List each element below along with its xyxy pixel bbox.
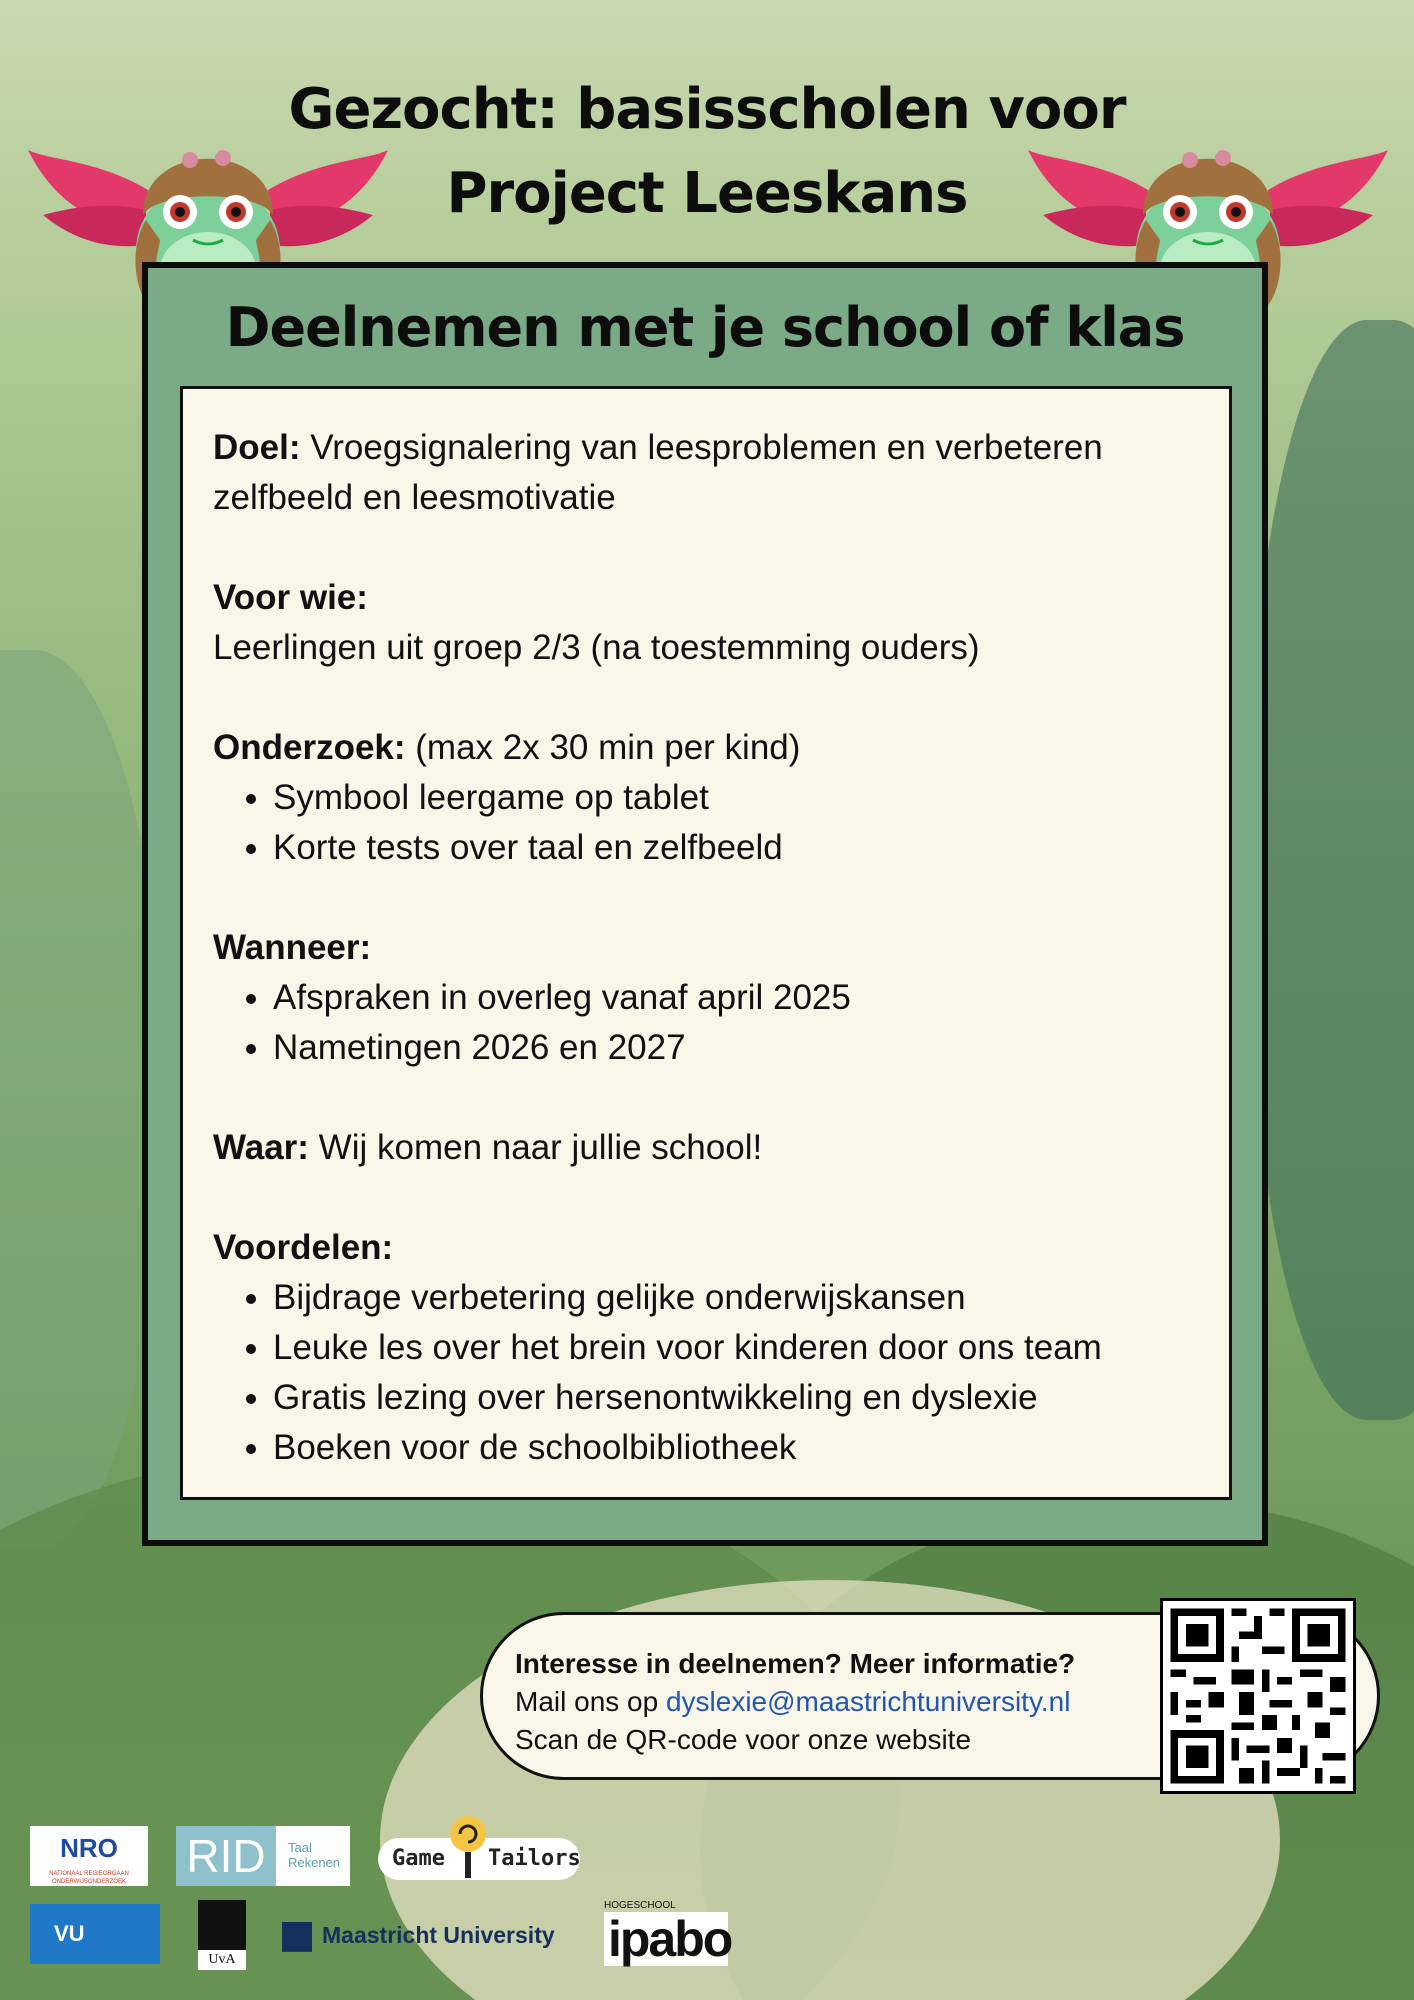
- rid-logo: [176, 1826, 350, 1886]
- title-line-2: Project Leeskans: [446, 161, 968, 226]
- ipabo-text: ipabo: [604, 1912, 728, 1966]
- onderzoek-label: Onderzoek:: [213, 728, 406, 767]
- vu-logo: VU: [30, 1904, 160, 1964]
- title-line-1: Gezocht: basisscholen voor: [288, 77, 1126, 142]
- background-hill: [0, 650, 160, 1550]
- nro-logo: [30, 1826, 148, 1886]
- wanneer-label: Wanneer:: [213, 928, 372, 967]
- uva-crest-icon: [198, 1900, 246, 1950]
- email-link[interactable]: dyslexie@maastrichtuniversity.nl: [665, 1686, 1071, 1717]
- scan-text: Scan de QR-code voor onze website: [515, 1724, 972, 1755]
- panel-heading: Deelnemen met je school of klas: [225, 296, 1185, 359]
- uva-logo: [198, 1900, 246, 1970]
- section-waar: [213, 1123, 1199, 1173]
- doel-text: Vroegsignalering van leesproblemen en verbeteren zelfbeeld en leesmotivatie: [213, 428, 1103, 517]
- info-card: [180, 386, 1232, 1500]
- list-item: • Leuke les over het brein voor kinderen door ons team: [273, 1323, 1199, 1373]
- section-onderzoek: [213, 723, 1199, 873]
- onderzoek-text: (max 2x 30 min per kind): [405, 728, 801, 767]
- doel-label: Doel:: [213, 428, 301, 467]
- voor-wie-label: Voor wie:: [213, 578, 368, 617]
- game-tailors-logo: [378, 1838, 580, 1880]
- contact-question: Interesse in deelnemen? Meer informatie?: [515, 1648, 1076, 1679]
- section-doel: [213, 423, 1199, 523]
- uva-logo-text: UvA: [208, 1952, 236, 1967]
- info-panel: [142, 262, 1268, 1546]
- list-item: • Bijdrage verbetering gelijke onderwijskansen: [273, 1273, 1199, 1323]
- nro-logo-text: NRO: [60, 1833, 118, 1863]
- ipabo-subtext: HOGESCHOOL: [604, 1900, 676, 1911]
- onderzoek-list: [213, 773, 1199, 873]
- maastricht-university-logo: [282, 1912, 562, 1958]
- section-voordelen: [213, 1223, 1199, 1473]
- list-item: • Afspraken in overleg vanaf april 2025: [273, 973, 1199, 1023]
- wanneer-list: [213, 973, 1199, 1073]
- list-item: • Boeken voor de schoolbibliotheek: [273, 1423, 1199, 1473]
- game-tailors-text-a: Game: [392, 1846, 445, 1871]
- list-item: • Nametingen 2026 en 2027: [273, 1023, 1199, 1073]
- list-item: • Symbool leergame op tablet: [273, 773, 1199, 823]
- waar-text: Wij komen naar jullie school!: [308, 1128, 763, 1167]
- background-cliff: [1250, 320, 1414, 1420]
- list-item: • Gratis lezing over hersenontwikkeling en dyslexie: [273, 1373, 1199, 1423]
- section-voor-wie: [213, 573, 1199, 673]
- rid-logo-subtext: Taal Rekenen: [288, 1840, 341, 1870]
- rid-logo-text: RID: [176, 1826, 276, 1886]
- waar-label: Waar:: [213, 1128, 309, 1167]
- voor-wie-text: Leerlingen uit groep 2/3 (na toestemming ouders): [213, 628, 980, 667]
- game-tailors-text-b: Tailors: [488, 1846, 581, 1871]
- list-item: • Korte tests over taal en zelfbeeld: [273, 823, 1199, 873]
- voordelen-list: [213, 1273, 1199, 1473]
- um-logo-text: Maastricht University: [322, 1922, 555, 1948]
- ipabo-logo: [604, 1900, 764, 1968]
- section-wanneer: [213, 923, 1199, 1073]
- lollipop-icon: [448, 1814, 488, 1880]
- um-icon: [282, 1922, 312, 1952]
- qr-code-icon[interactable]: [1160, 1598, 1356, 1794]
- nro-logo-subtext: NATIONAAL REGIEORGAAN ONDERWIJSONDERZOEK: [49, 1871, 129, 1885]
- voordelen-label: Voordelen:: [213, 1228, 394, 1267]
- mail-prefix: Mail ons op: [515, 1686, 666, 1717]
